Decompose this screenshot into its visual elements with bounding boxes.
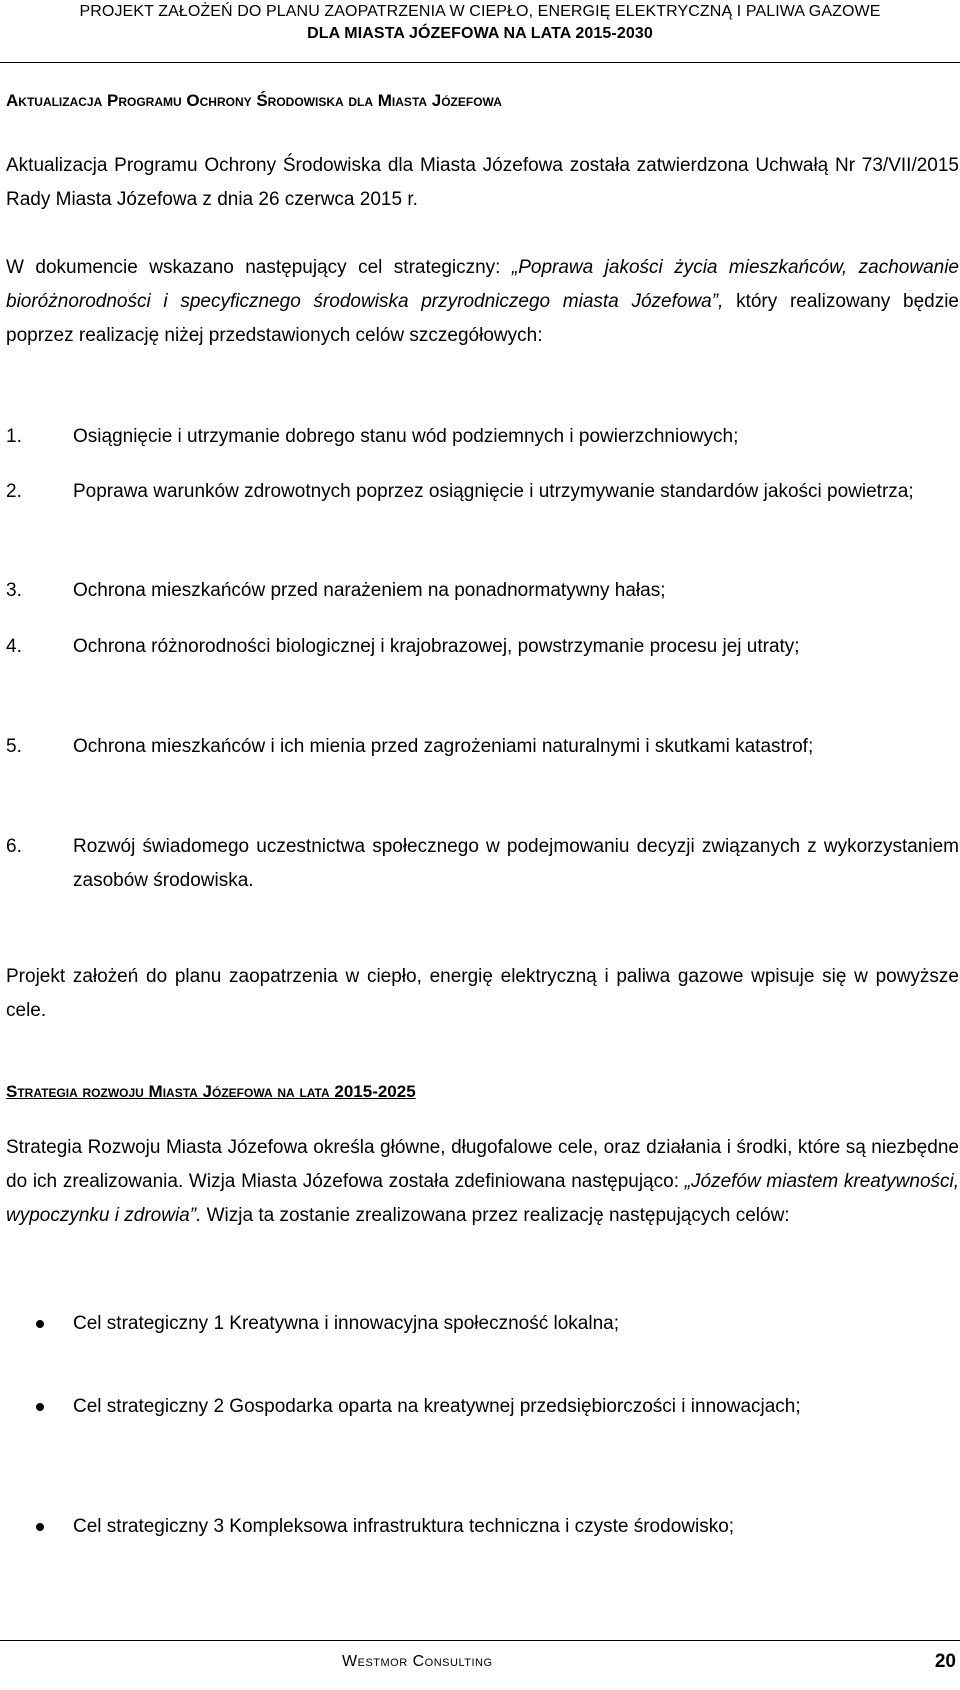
page-number: 20	[934, 1651, 956, 1672]
goal-list-item	[6, 475, 959, 509]
goal-text: Ochrona mieszkańców i ich mienia przed zagrożeniami naturalnymi i skutkami katastrof;	[73, 736, 814, 757]
strategic-goal-outro: który realizowany będzie poprzez realizację niżej przedstawionych celów szczegółowych:	[6, 291, 960, 346]
goal-list-item	[6, 420, 959, 454]
paragraph-strategy	[6, 1131, 959, 1233]
strategic-goal-quote: „Poprawa jakości życia mieszkańców, zachowanie bioróżnorodności i specyficznego środowiska przyrodniczego miasta Józefowa”,	[6, 257, 959, 312]
goal-number: 4.	[6, 636, 22, 657]
bullet-list-item	[6, 1510, 959, 1544]
section-heading-poś: Aktualizacja Programu Ochrony Środowiska dla Miasta Józefowa	[6, 91, 502, 110]
goal-text: Ochrona różnorodności biologicznej i krajobrazowej, powstrzymanie procesu jej utraty;	[73, 636, 800, 657]
strategy-intro: Strategia Rozwoju Miasta Józefowa określa główne, długofalowe cele, oraz działania i środki, które są niezbędne do ich zrealizowania. Wizja Miasta Józefowa została zdefiniowana następująco:	[6, 1137, 959, 1192]
goal-list-item	[6, 574, 959, 608]
paragraph-approval: Aktualizacja Programu Ochrony Środowiska dla Miasta Józefowa została zatwierdzona Uchwałą Nr 73/VII/2015 Rady Miasta Józefowa z dnia 26 czerwca 2015 r.	[6, 155, 959, 210]
goal-number: 1.	[6, 426, 22, 447]
goal-number: 6.	[6, 836, 22, 857]
header-title-line1: PROJEKT ZAŁOŻEŃ DO PLANU ZAOPATRZENIA W CIEPŁO, ENERGIĘ ELEKTRYCZNĄ I PALIWA GAZOWE	[79, 3, 881, 20]
bullet-text: Cel strategiczny 2 Gospodarka oparta na kreatywnej przedsiębiorczości i innowacjach;	[73, 1396, 801, 1417]
bullet-icon	[36, 1320, 44, 1328]
section-heading-strategy: Strategia rozwoju Miasta Józefowa na lata 2015-2025	[6, 1082, 416, 1101]
strategy-vision-quote: „Józefów miastem kreatywności, wypoczynku i zdrowia”.	[6, 1171, 960, 1226]
page-footer	[0, 1640, 960, 1681]
paragraph-strategic-goal	[6, 251, 959, 353]
bullet-icon	[36, 1523, 44, 1531]
goal-number: 2.	[6, 481, 22, 502]
goal-list-item	[6, 730, 959, 764]
bullet-list-item	[6, 1307, 959, 1341]
bullet-icon	[36, 1403, 44, 1411]
bullet-text: Cel strategiczny 3 Kompleksowa infrastruktura techniczna i czyste środowisko;	[73, 1516, 735, 1537]
header-title-line2: DLA MIASTA JÓZEFOWA NA LATA 2015-2030	[307, 25, 653, 42]
strategy-outro: Wizja ta zostanie zrealizowana przez realizację następujących celów:	[201, 1205, 790, 1226]
goal-text: Rozwój świadomego uczestnictwa społecznego w podejmowaniu decyzji związanych z wykorzystaniem zasobów środowiska.	[73, 836, 959, 891]
page-header	[0, 0, 960, 63]
bullet-text: Cel strategiczny 1 Kreatywna i innowacyjna społeczność lokalna;	[73, 1313, 619, 1334]
footer-company-name: Westmor Consulting	[342, 1653, 493, 1670]
paragraph-project-alignment: Projekt założeń do planu zaopatrzenia w ciepło, energię elektryczną i paliwa gazowe wpisuje się w powyższe cele.	[6, 966, 959, 1021]
strategic-goal-intro: W dokumencie wskazano następujący cel strategiczny:	[6, 257, 512, 278]
goal-list-item	[6, 630, 959, 664]
bullet-list-item	[6, 1390, 959, 1424]
goal-number: 3.	[6, 580, 22, 601]
goal-text: Osiągnięcie i utrzymanie dobrego stanu wód podziemnych i powierzchniowych;	[73, 426, 739, 447]
goal-list-item	[6, 830, 959, 898]
goal-text: Poprawa warunków zdrowotnych poprzez osiągnięcie i utrzymywanie standardów jakości powietrza;	[73, 481, 914, 502]
goal-number: 5.	[6, 736, 22, 757]
goal-text: Ochrona mieszkańców przed narażeniem na ponadnormatywny hałas;	[73, 580, 666, 601]
